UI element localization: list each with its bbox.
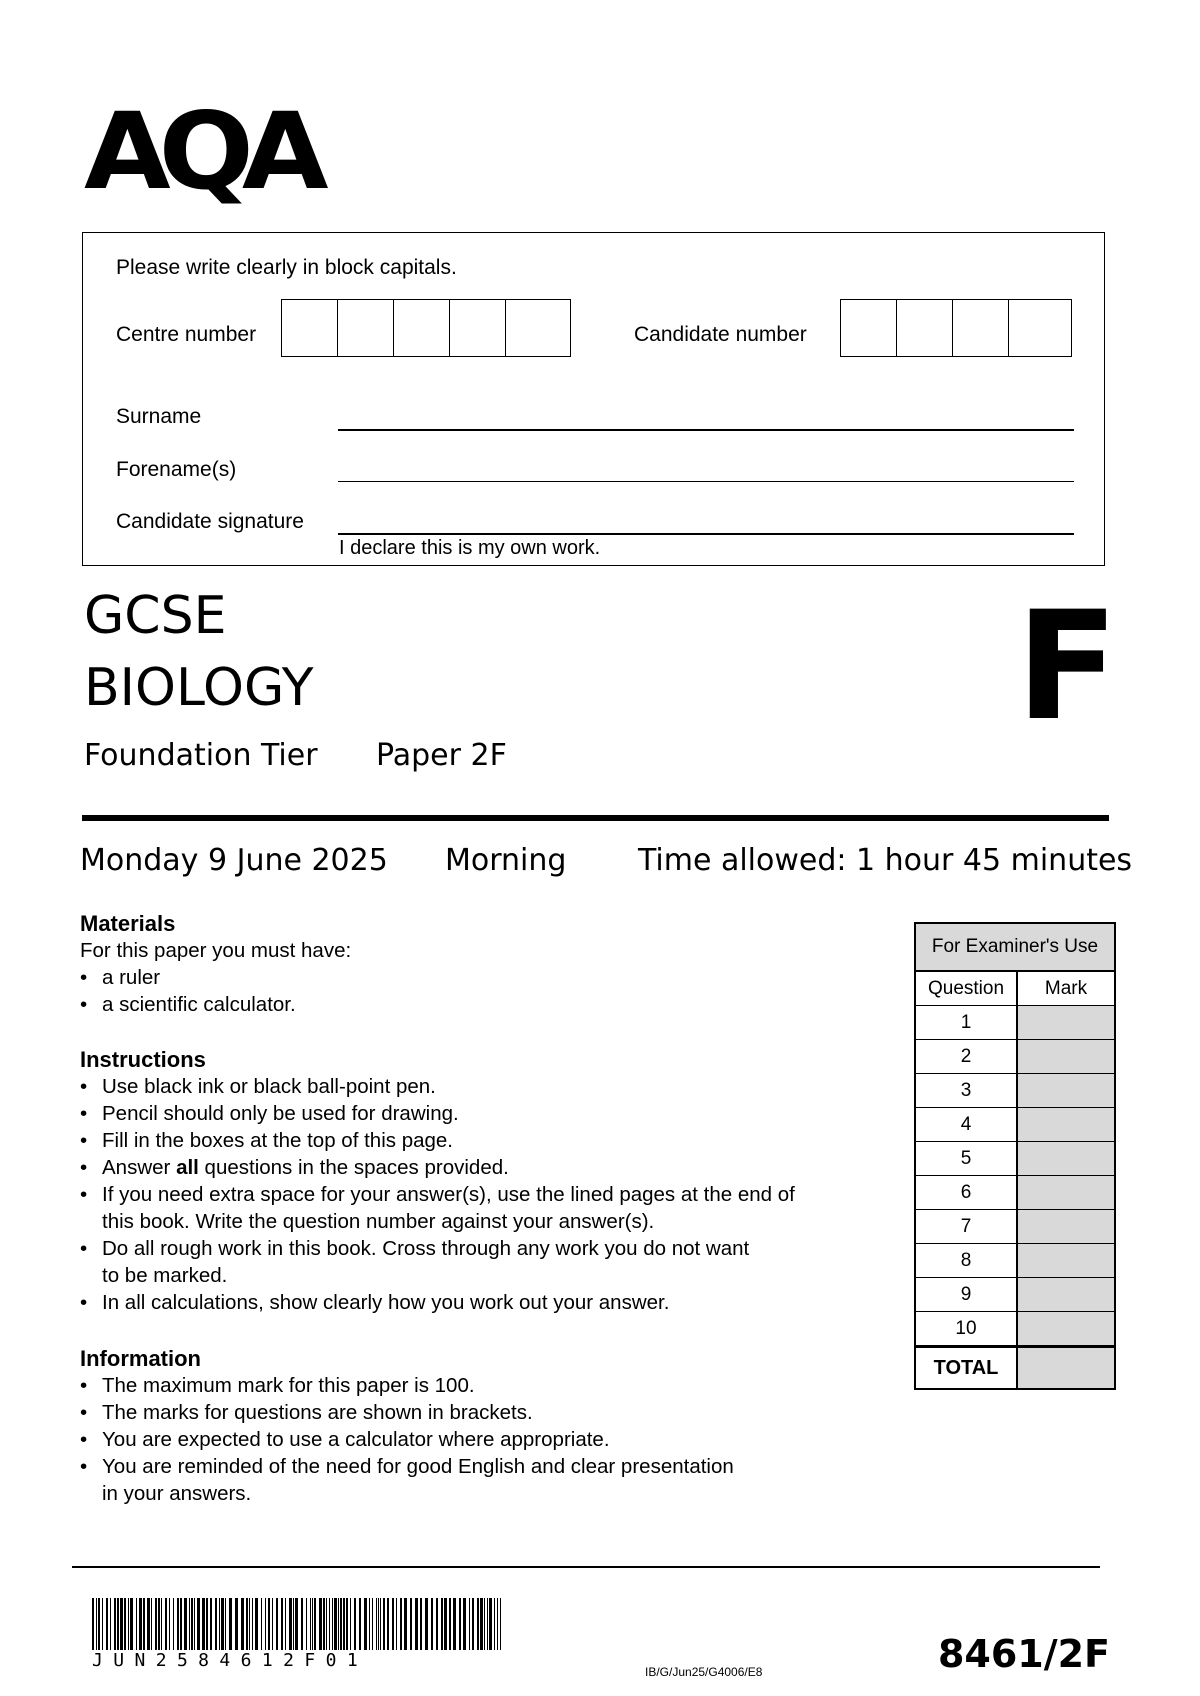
mark-column-header: Mark [1018,972,1114,1005]
mark-cell [1018,1006,1114,1039]
candidate-number-boxes[interactable] [840,299,1072,357]
information-item-english [102,1453,910,1507]
instruction-item: • Pencil should only be used for drawing. [102,1100,910,1127]
information-item: • The maximum mark for this paper is 100. [102,1372,910,1399]
question-number: 9 [916,1278,1018,1311]
instruction-item-answer-all [102,1154,910,1181]
information-section [80,1346,910,1507]
examiner-question-row [916,1244,1114,1278]
candidate-number-box[interactable] [897,300,953,356]
footer-divider [72,1566,1100,1568]
mark-cell [1018,1040,1114,1073]
reference-code: IB/G/Jun25/G4006/E8 [645,1665,763,1679]
materials-intro: For this paper you must have: [80,939,352,962]
question-number: 1 [916,1006,1018,1039]
instruction-item-calculations: • In all calculations, show clearly how you work out your answer. [102,1289,910,1316]
materials-heading: Materials [80,911,176,936]
examiner-question-row [916,1142,1114,1176]
question-number: 4 [916,1108,1018,1141]
surname-label: Surname [116,405,202,428]
surname-line[interactable] [338,429,1074,431]
instruction-item-rough-work [102,1235,910,1289]
information-heading: Information [80,1346,201,1371]
tier-label: Foundation Tier [84,738,318,773]
mark-cell [1018,1142,1114,1175]
time-allowed: Time allowed: 1 hour 45 minutes [638,843,1133,878]
examiner-question-row [916,1210,1114,1244]
mark-cell [1018,1244,1114,1277]
forename-line[interactable] [338,481,1074,482]
block-capitals-instruction: Please write clearly in block capitals. [116,256,457,279]
signature-line[interactable] [338,533,1074,535]
title-divider [82,815,1109,821]
paper-code: 8461/2F [937,1632,1110,1676]
centre-number-box[interactable] [394,300,450,356]
question-number: 5 [916,1142,1018,1175]
examiners-use-table [914,922,1116,1390]
examiner-question-row [916,1074,1114,1108]
candidate-number-box[interactable] [1009,300,1065,356]
total-mark-cell [1018,1348,1114,1388]
candidate-number-box[interactable] [953,300,1009,356]
mark-cell [1018,1312,1114,1345]
answer-bold-text: all [176,1156,199,1179]
question-number: 6 [916,1176,1018,1209]
instruction-item: • Fill in the boxes at the top of this page. [102,1127,910,1154]
subject-title: BIOLOGY [84,658,314,718]
paper-label: Paper 2F [376,738,507,773]
instructions-section [80,1047,910,1316]
centre-number-box[interactable] [506,300,562,356]
centre-number-box[interactable] [338,300,394,356]
question-number: 7 [916,1210,1018,1243]
materials-item: • a scientific calculator. [102,991,880,1018]
exam-session: Morning [445,843,567,878]
extra-space-line-1: • If you need extra space for your answer(s), use the lined pages at the end of [102,1183,795,1206]
centre-number-label: Centre number [116,323,257,346]
barcode-image [92,1598,502,1650]
question-number: 8 [916,1244,1018,1277]
total-row [916,1346,1114,1388]
qualification-title: GCSE [84,586,227,646]
instruction-item: • Use black ink or black ball-point pen. [102,1073,910,1100]
materials-section [80,911,880,1018]
mark-cell [1018,1210,1114,1243]
instructions-heading: Instructions [80,1047,206,1072]
question-number: 3 [916,1074,1018,1107]
centre-number-boxes[interactable] [281,299,571,357]
rough-work-line-2: to be marked. [102,1264,228,1287]
examiners-use-heading: For Examiner's Use [916,924,1114,972]
question-number: 2 [916,1040,1018,1073]
exam-date: Monday 9 June 2025 [80,843,388,878]
information-item: • You are expected to use a calculator where appropriate. [102,1426,910,1453]
aqa-logo: AQA [84,90,317,214]
forename-label: Forename(s) [116,458,237,481]
barcode-text: JUN2584612F01 [92,1650,369,1671]
examiner-question-row [916,1040,1114,1074]
question-column-header: Question [916,972,1018,1005]
total-label: TOTAL [916,1348,1018,1388]
mark-cell [1018,1176,1114,1209]
signature-label: Candidate signature [116,510,304,533]
tier-letter: F [1016,580,1119,754]
information-item: • The marks for questions are shown in brackets. [102,1399,910,1426]
examiner-question-row [916,1006,1114,1040]
examiner-column-headers [916,972,1114,1006]
centre-number-box[interactable] [282,300,338,356]
english-line-2: in your answers. [102,1482,252,1505]
examiner-question-row [916,1312,1114,1346]
answer-post-text: questions in the spaces provided. [198,1156,509,1179]
declaration-text: I declare this is my own work. [339,537,601,559]
rough-work-line-1: • Do all rough work in this book. Cross through any work you do not want [102,1237,750,1260]
mark-cell [1018,1074,1114,1107]
question-number: 10 [916,1312,1018,1345]
candidate-number-label: Candidate number [634,323,807,346]
materials-item: • a ruler [102,964,880,991]
mark-cell [1018,1278,1114,1311]
examiner-question-row [916,1108,1114,1142]
english-line-1: • You are reminded of the need for good English and clear presentation [102,1455,734,1478]
answer-pre-text: Answer [102,1156,177,1179]
extra-space-line-2: this book. Write the question number against your answer(s). [102,1210,655,1233]
examiner-question-row [916,1176,1114,1210]
mark-cell [1018,1108,1114,1141]
examiner-question-row [916,1278,1114,1312]
instruction-item-extra-space [102,1181,910,1235]
centre-number-box[interactable] [450,300,506,356]
candidate-number-box[interactable] [841,300,897,356]
